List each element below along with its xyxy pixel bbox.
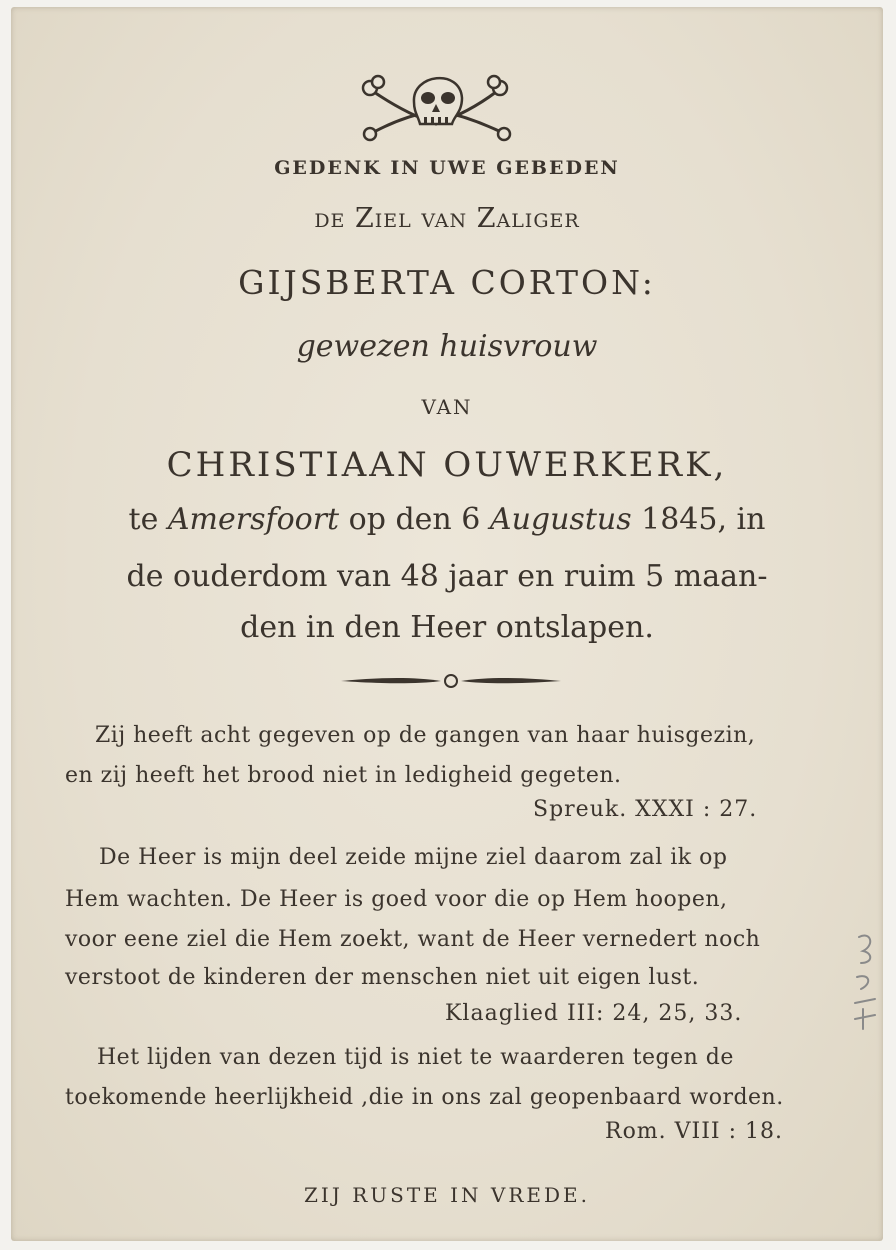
verse-2-line-4: verstoot de kinderen der menschen niet uit eigen lust.	[65, 965, 700, 990]
memorial-card	[11, 7, 883, 1241]
death-line-1-pre: te	[128, 502, 168, 537]
closing-text: ZIJ RUSTE IN VREDE.	[304, 1183, 590, 1207]
verse-1-line-1: Zij heeft acht gegeven op de gangen van haar huisgezin,	[95, 723, 756, 748]
death-place: Amersfoort	[167, 502, 340, 537]
death-line-1	[11, 502, 883, 537]
death-month: Augustus	[489, 502, 632, 537]
verse-1-reference: Spreuk. XXXI : 27.	[533, 797, 758, 822]
verse-3-line-1: Het lijden van dezen tijd is niet te waarderen tegen de	[97, 1045, 734, 1070]
death-line-3: den in den Heer ontslapen.	[240, 610, 654, 645]
ornamental-divider-icon	[341, 670, 561, 692]
spouse-name: CHRISTIAAN OUWERKERK,	[166, 445, 728, 485]
death-line-2: de ouderdom van 48 jaar en ruim 5 maan-	[126, 559, 768, 594]
verse-1-line-2: en zij heeft het brood niet in ledigheid gegeten.	[65, 763, 622, 788]
death-line-1-mid: op den 6	[339, 502, 490, 537]
deceased-name: GIJSBERTA CORTON:	[238, 263, 656, 302]
van-text: VAN	[421, 395, 473, 419]
verse-2-line-1: De Heer is mijn deel zeide mijne ziel daarom zal ik op	[99, 845, 728, 870]
verse-3-line-2: toekomende heerlijkheid ,die in ons zal geopenbaard worden.	[65, 1085, 784, 1110]
handwritten-mark	[849, 927, 883, 1037]
verse-2-line-2: Hem wachten. De Heer is goed voor die op Hem hoopen,	[65, 887, 728, 912]
verse-2-line-3: voor eene ziel die Hem zoekt, want de Heer vernedert noch	[65, 927, 761, 952]
relation-text: gewezen huisvrouw	[296, 329, 598, 364]
verse-2-reference: Klaaglied III: 24, 25, 33.	[445, 1001, 743, 1026]
death-line-1-post: 1845, in	[631, 502, 766, 537]
heading-line-1: GEDENK IN UWE GEBEDEN	[274, 157, 620, 179]
verse-3-reference: Rom. VIII : 18.	[605, 1119, 784, 1144]
skull-crossbones-icon	[356, 62, 516, 144]
heading-line-2: de Ziel van Zaliger	[314, 203, 580, 234]
